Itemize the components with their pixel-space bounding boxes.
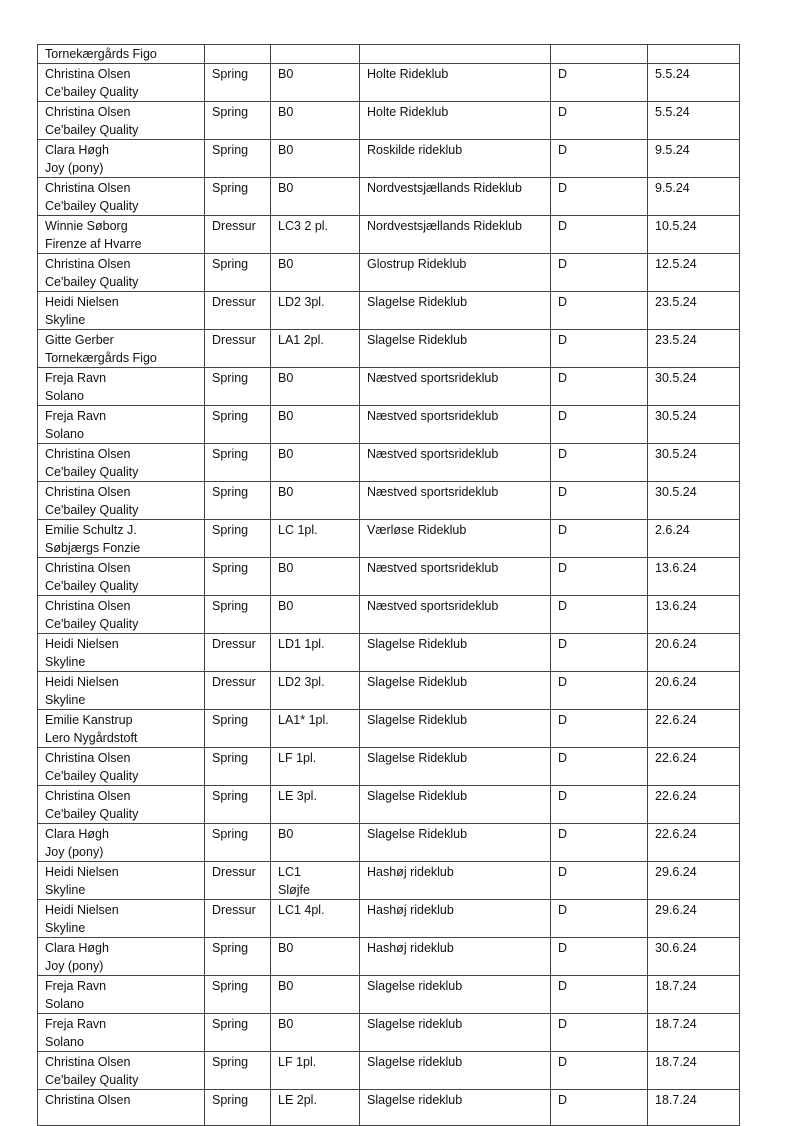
level-cell: D <box>551 216 648 254</box>
level-cell: D <box>551 862 648 900</box>
level-cell: D <box>551 1090 648 1126</box>
table-row <box>38 368 740 406</box>
class-placing-cell: B0 <box>271 482 360 520</box>
table-row <box>38 330 740 368</box>
club-cell: Næstved sportsrideklub <box>360 482 551 520</box>
club-cell: Næstved sportsrideklub <box>360 596 551 634</box>
class-placing-cell: LD2 3pl. <box>271 292 360 330</box>
discipline-cell: Spring <box>205 444 271 482</box>
date-cell: 30.5.24 <box>648 444 740 482</box>
table-row <box>38 292 740 330</box>
table-row <box>38 900 740 938</box>
date-cell: 5.5.24 <box>648 102 740 140</box>
level-cell: D <box>551 254 648 292</box>
rider-horse-cell: Emilie Kanstrup Lero Nygårdstoft <box>38 710 205 748</box>
table-row <box>38 444 740 482</box>
results-table <box>37 44 740 1126</box>
discipline-cell: Spring <box>205 938 271 976</box>
level-cell: D <box>551 520 648 558</box>
date-cell: 5.5.24 <box>648 64 740 102</box>
class-placing-cell: LC 1pl. <box>271 520 360 558</box>
class-placing-cell <box>271 45 360 64</box>
table-row <box>38 45 740 64</box>
date-cell: 18.7.24 <box>648 976 740 1014</box>
rider-horse-cell: Christina Olsen Ce'bailey Quality <box>38 748 205 786</box>
club-cell: Hashøj rideklub <box>360 900 551 938</box>
level-cell: D <box>551 444 648 482</box>
rider-horse-cell: Gitte Gerber Tornekærgårds Figo <box>38 330 205 368</box>
date-cell: 30.6.24 <box>648 938 740 976</box>
club-cell: Slagelse Rideklub <box>360 824 551 862</box>
class-placing-cell: LD1 1pl. <box>271 634 360 672</box>
table-row <box>38 634 740 672</box>
discipline-cell: Spring <box>205 482 271 520</box>
club-cell: Slagelse rideklub <box>360 1090 551 1126</box>
rider-horse-cell: Heidi Nielsen Skyline <box>38 900 205 938</box>
table-row <box>38 672 740 710</box>
table-row <box>38 140 740 178</box>
level-cell: D <box>551 558 648 596</box>
rider-horse-cell: Clara Høgh Joy (pony) <box>38 140 205 178</box>
date-cell: 22.6.24 <box>648 786 740 824</box>
date-cell: 13.6.24 <box>648 596 740 634</box>
club-cell: Slagelse Rideklub <box>360 786 551 824</box>
class-placing-cell: LD2 3pl. <box>271 672 360 710</box>
date-cell: 18.7.24 <box>648 1052 740 1090</box>
class-placing-cell: LA1 2pl. <box>271 330 360 368</box>
rider-horse-cell: Freja Ravn Solano <box>38 368 205 406</box>
club-cell: Nordvestsjællands Rideklub <box>360 216 551 254</box>
discipline-cell: Spring <box>205 1090 271 1126</box>
rider-horse-cell: Heidi Nielsen Skyline <box>38 862 205 900</box>
club-cell: Slagelse Rideklub <box>360 330 551 368</box>
level-cell: D <box>551 900 648 938</box>
class-placing-cell: B0 <box>271 976 360 1014</box>
club-cell: Næstved sportsrideklub <box>360 368 551 406</box>
rider-horse-cell: Christina Olsen Ce'bailey Quality <box>38 558 205 596</box>
discipline-cell: Spring <box>205 254 271 292</box>
club-cell: Næstved sportsrideklub <box>360 558 551 596</box>
level-cell: D <box>551 406 648 444</box>
discipline-cell: Spring <box>205 102 271 140</box>
level-cell: D <box>551 1014 648 1052</box>
date-cell: 29.6.24 <box>648 862 740 900</box>
club-cell: Slagelse rideklub <box>360 976 551 1014</box>
table-row <box>38 938 740 976</box>
level-cell: D <box>551 596 648 634</box>
date-cell: 22.6.24 <box>648 710 740 748</box>
table-row <box>38 862 740 900</box>
discipline-cell: Spring <box>205 748 271 786</box>
discipline-cell: Dressur <box>205 900 271 938</box>
class-placing-cell: LC1 Sløjfe <box>271 862 360 900</box>
date-cell: 29.6.24 <box>648 900 740 938</box>
class-placing-cell: LF 1pl. <box>271 1052 360 1090</box>
level-cell: D <box>551 102 648 140</box>
class-placing-cell: B0 <box>271 178 360 216</box>
class-placing-cell: B0 <box>271 254 360 292</box>
rider-horse-cell: Heidi Nielsen Skyline <box>38 634 205 672</box>
date-cell: 9.5.24 <box>648 140 740 178</box>
table-row <box>38 1052 740 1090</box>
club-cell: Hashøj rideklub <box>360 862 551 900</box>
rider-horse-cell: Freja Ravn Solano <box>38 1014 205 1052</box>
discipline-cell: Spring <box>205 824 271 862</box>
level-cell: D <box>551 1052 648 1090</box>
class-placing-cell: B0 <box>271 558 360 596</box>
table-row <box>38 216 740 254</box>
rider-horse-cell: Christina Olsen Ce'bailey Quality <box>38 482 205 520</box>
discipline-cell: Spring <box>205 976 271 1014</box>
level-cell: D <box>551 710 648 748</box>
rider-horse-cell: Clara Høgh Joy (pony) <box>38 824 205 862</box>
date-cell: 23.5.24 <box>648 292 740 330</box>
rider-horse-cell: Heidi Nielsen Skyline <box>38 672 205 710</box>
club-cell: Holte Rideklub <box>360 102 551 140</box>
date-cell: 20.6.24 <box>648 672 740 710</box>
club-cell: Næstved sportsrideklub <box>360 444 551 482</box>
discipline-cell: Dressur <box>205 330 271 368</box>
class-placing-cell: B0 <box>271 64 360 102</box>
class-placing-cell: LE 3pl. <box>271 786 360 824</box>
level-cell: D <box>551 330 648 368</box>
club-cell: Næstved sportsrideklub <box>360 406 551 444</box>
table-row <box>38 710 740 748</box>
date-cell: 22.6.24 <box>648 748 740 786</box>
club-cell: Holte Rideklub <box>360 64 551 102</box>
rider-horse-cell: Christina Olsen Ce'bailey Quality <box>38 102 205 140</box>
club-cell <box>360 45 551 64</box>
table-row <box>38 1090 740 1126</box>
rider-horse-cell: Freja Ravn Solano <box>38 976 205 1014</box>
class-placing-cell: B0 <box>271 824 360 862</box>
table-row <box>38 786 740 824</box>
date-cell: 30.5.24 <box>648 406 740 444</box>
date-cell: 18.7.24 <box>648 1090 740 1126</box>
rider-horse-cell: Christina Olsen Ce'bailey Quality <box>38 786 205 824</box>
class-placing-cell: B0 <box>271 596 360 634</box>
club-cell: Slagelse Rideklub <box>360 672 551 710</box>
discipline-cell: Dressur <box>205 862 271 900</box>
date-cell: 20.6.24 <box>648 634 740 672</box>
discipline-cell: Dressur <box>205 672 271 710</box>
level-cell <box>551 45 648 64</box>
date-cell: 23.5.24 <box>648 330 740 368</box>
table-row <box>38 824 740 862</box>
rider-horse-cell: Christina Olsen Ce'bailey Quality <box>38 596 205 634</box>
level-cell: D <box>551 482 648 520</box>
club-cell: Glostrup Rideklub <box>360 254 551 292</box>
class-placing-cell: B0 <box>271 1014 360 1052</box>
club-cell: Slagelse Rideklub <box>360 710 551 748</box>
date-cell: 18.7.24 <box>648 1014 740 1052</box>
discipline-cell: Spring <box>205 406 271 444</box>
discipline-cell <box>205 45 271 64</box>
club-cell: Slagelse rideklub <box>360 1014 551 1052</box>
table-row <box>38 520 740 558</box>
level-cell: D <box>551 634 648 672</box>
rider-horse-cell: Christina Olsen <box>38 1090 205 1126</box>
rider-horse-cell: Christina Olsen Ce'bailey Quality <box>38 178 205 216</box>
class-placing-cell: LE 2pl. <box>271 1090 360 1126</box>
class-placing-cell: LC1 4pl. <box>271 900 360 938</box>
table-row <box>38 596 740 634</box>
date-cell: 2.6.24 <box>648 520 740 558</box>
date-cell: 13.6.24 <box>648 558 740 596</box>
level-cell: D <box>551 748 648 786</box>
discipline-cell: Spring <box>205 1014 271 1052</box>
level-cell: D <box>551 292 648 330</box>
rider-horse-cell: Christina Olsen Ce'bailey Quality <box>38 254 205 292</box>
club-cell: Slagelse Rideklub <box>360 748 551 786</box>
discipline-cell: Spring <box>205 558 271 596</box>
discipline-cell: Spring <box>205 710 271 748</box>
club-cell: Nordvestsjællands Rideklub <box>360 178 551 216</box>
date-cell: 30.5.24 <box>648 368 740 406</box>
discipline-cell: Spring <box>205 1052 271 1090</box>
table-row <box>38 558 740 596</box>
level-cell: D <box>551 824 648 862</box>
club-cell: Slagelse Rideklub <box>360 292 551 330</box>
table-row <box>38 102 740 140</box>
class-placing-cell: B0 <box>271 140 360 178</box>
discipline-cell: Spring <box>205 786 271 824</box>
club-cell: Slagelse rideklub <box>360 1052 551 1090</box>
date-cell: 22.6.24 <box>648 824 740 862</box>
class-placing-cell: B0 <box>271 102 360 140</box>
rider-horse-cell: Winnie Søborg Firenze af Hvarre <box>38 216 205 254</box>
club-cell: Roskilde rideklub <box>360 140 551 178</box>
discipline-cell: Spring <box>205 178 271 216</box>
discipline-cell: Dressur <box>205 634 271 672</box>
table-row <box>38 406 740 444</box>
level-cell: D <box>551 64 648 102</box>
discipline-cell: Spring <box>205 64 271 102</box>
level-cell: D <box>551 140 648 178</box>
rider-horse-cell: Freja Ravn Solano <box>38 406 205 444</box>
rider-horse-cell: Heidi Nielsen Skyline <box>38 292 205 330</box>
table-row <box>38 976 740 1014</box>
discipline-cell: Spring <box>205 520 271 558</box>
level-cell: D <box>551 786 648 824</box>
table-row <box>38 1014 740 1052</box>
rider-horse-cell: Clara Høgh Joy (pony) <box>38 938 205 976</box>
rider-horse-cell: Christina Olsen Ce'bailey Quality <box>38 444 205 482</box>
discipline-cell: Dressur <box>205 216 271 254</box>
club-cell: Hashøj rideklub <box>360 938 551 976</box>
date-cell: 12.5.24 <box>648 254 740 292</box>
date-cell: 10.5.24 <box>648 216 740 254</box>
rider-horse-cell: Emilie Schultz J. Søbjærgs Fonzie <box>38 520 205 558</box>
level-cell: D <box>551 178 648 216</box>
table-row <box>38 178 740 216</box>
rider-horse-cell: Tornekærgårds Figo <box>38 45 205 64</box>
club-cell: Værløse Rideklub <box>360 520 551 558</box>
club-cell: Slagelse Rideklub <box>360 634 551 672</box>
class-placing-cell: LF 1pl. <box>271 748 360 786</box>
discipline-cell: Dressur <box>205 292 271 330</box>
discipline-cell: Spring <box>205 140 271 178</box>
rider-horse-cell: Christina Olsen Ce'bailey Quality <box>38 1052 205 1090</box>
table-row <box>38 64 740 102</box>
date-cell <box>648 45 740 64</box>
table-row <box>38 748 740 786</box>
date-cell: 9.5.24 <box>648 178 740 216</box>
table-row <box>38 482 740 520</box>
class-placing-cell: LA1* 1pl. <box>271 710 360 748</box>
level-cell: D <box>551 368 648 406</box>
results-table-body <box>38 45 740 1126</box>
rider-horse-cell: Christina Olsen Ce'bailey Quality <box>38 64 205 102</box>
level-cell: D <box>551 672 648 710</box>
table-row <box>38 254 740 292</box>
class-placing-cell: B0 <box>271 444 360 482</box>
class-placing-cell: B0 <box>271 368 360 406</box>
level-cell: D <box>551 938 648 976</box>
date-cell: 30.5.24 <box>648 482 740 520</box>
level-cell: D <box>551 976 648 1014</box>
discipline-cell: Spring <box>205 368 271 406</box>
discipline-cell: Spring <box>205 596 271 634</box>
class-placing-cell: LC3 2 pl. <box>271 216 360 254</box>
class-placing-cell: B0 <box>271 938 360 976</box>
class-placing-cell: B0 <box>271 406 360 444</box>
